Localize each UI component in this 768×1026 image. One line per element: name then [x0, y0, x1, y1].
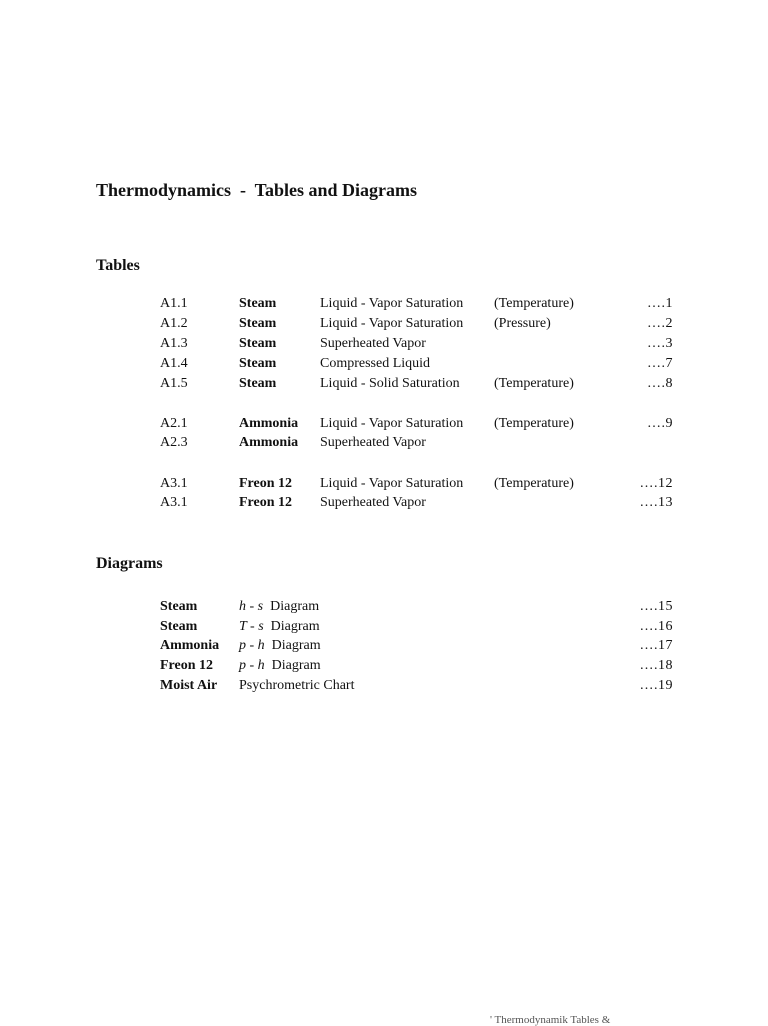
diagram-axes: h - s	[239, 599, 264, 614]
page-number: ….7	[647, 356, 673, 371]
page-number: ….16	[639, 619, 673, 634]
table-substance: Steam	[239, 316, 277, 331]
document-title: Thermodynamics - Tables and Diagrams	[96, 180, 418, 200]
diagrams-heading: Diagrams	[96, 555, 163, 572]
table-condition: (Temperature)	[494, 376, 574, 391]
page-number: ….12	[639, 476, 673, 491]
table-description: Superheated Vapor	[320, 495, 426, 510]
footer-text: ' Thermodynamik Tables &	[490, 1014, 611, 1026]
table-substance: Ammonia	[239, 416, 299, 431]
table-substance: Ammonia	[239, 435, 299, 450]
diagram-substance: Freon 12	[160, 658, 214, 673]
table-substance: Freon 12	[239, 476, 293, 491]
table-code: A2.3	[160, 435, 188, 450]
page-number: ….15	[639, 599, 673, 614]
diagram-label: Diagram	[270, 599, 320, 614]
diagram-description: Psychrometric Chart	[239, 678, 355, 693]
table-code: A1.5	[160, 376, 188, 391]
table-code: A3.1	[160, 476, 188, 491]
diagram-label: Diagram	[271, 638, 321, 653]
page-number: ….9	[647, 416, 673, 431]
page-number: ….2	[647, 316, 673, 331]
table-code: A3.1	[160, 495, 188, 510]
diagram-substance: Moist Air	[160, 678, 218, 693]
page-number: ….3	[647, 336, 673, 351]
diagram-substance: Ammonia	[160, 638, 220, 653]
diagram-description	[239, 617, 320, 637]
page-number: ….1	[647, 296, 673, 311]
table-condition: (Pressure)	[494, 316, 551, 331]
table-description: Liquid - Solid Saturation	[320, 376, 460, 391]
table-substance: Steam	[239, 296, 277, 311]
diagram-axes: T - s	[239, 619, 264, 634]
table-code: A1.2	[160, 316, 188, 331]
table-description: Liquid - Vapor Saturation	[320, 416, 464, 431]
table-condition: (Temperature)	[494, 476, 574, 491]
table-code: A1.3	[160, 336, 188, 351]
page-number: ….17	[639, 638, 673, 653]
diagram-label: Diagram	[270, 619, 320, 634]
diagram-description	[239, 597, 319, 617]
tables-heading: Tables	[96, 257, 140, 274]
page-number: ….19	[639, 678, 673, 693]
diagram-axes: p - h	[239, 638, 265, 653]
table-substance: Freon 12	[239, 495, 293, 510]
table-description: Superheated Vapor	[320, 435, 426, 450]
table-description: Superheated Vapor	[320, 336, 426, 351]
diagram-substance: Steam	[160, 619, 198, 634]
table-description: Liquid - Vapor Saturation	[320, 296, 464, 311]
diagram-axes: p - h	[239, 658, 265, 673]
diagram-description	[239, 656, 321, 676]
diagram-substance: Steam	[160, 599, 198, 614]
table-substance: Steam	[239, 336, 277, 351]
table-code: A1.1	[160, 296, 188, 311]
page-number: ….13	[639, 495, 673, 510]
table-description: Liquid - Vapor Saturation	[320, 316, 464, 331]
table-condition: (Temperature)	[494, 416, 574, 431]
page-number: ….18	[639, 658, 673, 673]
table-description: Compressed Liquid	[320, 356, 431, 371]
diagram-description	[239, 636, 321, 656]
table-code: A1.4	[160, 356, 188, 371]
table-substance: Steam	[239, 376, 277, 391]
table-code: A2.1	[160, 416, 188, 431]
table-substance: Steam	[239, 356, 277, 371]
table-condition: (Temperature)	[494, 296, 574, 311]
table-description: Liquid - Vapor Saturation	[320, 476, 464, 491]
diagram-label: Diagram	[271, 658, 321, 673]
page-number: ….8	[647, 376, 673, 391]
